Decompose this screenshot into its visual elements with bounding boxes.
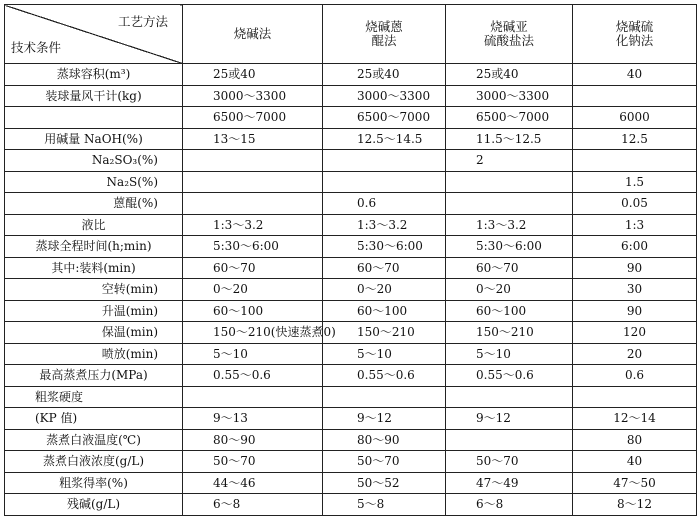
table-cell: 3000～3300 (323, 85, 446, 107)
row-label: 蒸煮白液温度(℃) (5, 429, 183, 451)
row-label: 蒽醌(%) (5, 193, 183, 215)
table-cell: 30 (573, 279, 697, 301)
table-cell: 90 (573, 257, 697, 279)
row-label: 残碱(g/L) (5, 494, 183, 516)
table-cell (183, 386, 323, 408)
table-cell: 40 (573, 64, 697, 86)
process-conditions-table-container (4, 4, 696, 516)
process-conditions-table (4, 4, 697, 516)
table-cell (323, 150, 446, 172)
table-cell: 6000 (573, 107, 697, 129)
table-cell (183, 150, 323, 172)
table-row (5, 257, 697, 279)
row-label: (KP 值) (5, 408, 183, 430)
header-line: 烧碱硫 (615, 19, 654, 34)
row-label: 粗浆硬度 (5, 386, 183, 408)
row-label: 喷放(min) (5, 343, 183, 365)
table-cell: 6:00 (573, 236, 697, 258)
table-cell (446, 193, 573, 215)
table-cell: 5～10 (446, 343, 573, 365)
table-cell: 47～49 (446, 472, 573, 494)
table-cell: 60～70 (323, 257, 446, 279)
row-label: 蒸球全程时间(h;min) (5, 236, 183, 258)
table-row (5, 408, 697, 430)
table-cell (446, 171, 573, 193)
header-caustic-soda-anthraquinone-method (323, 5, 446, 64)
table-row (5, 451, 697, 473)
table-cell: 12.5～14.5 (323, 128, 446, 150)
table-cell: 9～12 (446, 408, 573, 430)
table-cell: 5:30～6:00 (446, 236, 573, 258)
table-cell: 80～90 (183, 429, 323, 451)
header-row (5, 5, 697, 64)
table-cell: 0～20 (183, 279, 323, 301)
table-cell: 25或40 (446, 64, 573, 86)
row-label: Na₂SO₃(%) (5, 150, 183, 172)
table-row (5, 365, 697, 387)
table-cell: 12～14 (573, 408, 697, 430)
table-cell: 60～70 (183, 257, 323, 279)
table-cell: 2 (446, 150, 573, 172)
table-cell: 60～100 (183, 300, 323, 322)
table-cell: 1.5 (573, 171, 697, 193)
table-cell: 80～90 (323, 429, 446, 451)
table-cell (446, 386, 573, 408)
table-cell: 6500～7000 (446, 107, 573, 129)
table-row (5, 343, 697, 365)
table-row (5, 85, 697, 107)
table-cell: 150～210(快速蒸煮0) (183, 322, 323, 344)
table-row (5, 107, 697, 129)
corner-header-cell (5, 5, 183, 64)
table-cell: 90 (573, 300, 697, 322)
table-cell: 0.6 (573, 365, 697, 387)
table-cell: 0.55～0.6 (183, 365, 323, 387)
table-cell: 8～12 (573, 494, 697, 516)
table-cell: 40 (573, 451, 697, 473)
table-cell: 3000～3300 (183, 85, 323, 107)
header-line: 烧碱亚 (490, 19, 528, 34)
row-label: Na₂S(%) (5, 171, 183, 193)
table-cell: 120 (573, 322, 697, 344)
table-body (5, 64, 697, 516)
table-row (5, 279, 697, 301)
table-cell (446, 429, 573, 451)
header-line: 烧碱蒽 (365, 19, 403, 34)
table-cell: 50～70 (446, 451, 573, 473)
table-cell: 5:30～6:00 (323, 236, 446, 258)
table-cell: 44～46 (183, 472, 323, 494)
row-label: 其中:装料(min) (5, 257, 183, 279)
row-label: 蒸煮白液浓度(g/L) (5, 451, 183, 473)
table-cell: 60～100 (323, 300, 446, 322)
table-row (5, 128, 697, 150)
table-cell: 1:3～3.2 (323, 214, 446, 236)
header-caustic-soda-sodium-sulfide-method (573, 5, 697, 64)
table-cell: 5:30～6:00 (183, 236, 323, 258)
table-cell: 1:3～3.2 (446, 214, 573, 236)
header-line: 化钠法 (615, 33, 654, 48)
table-cell: 50～70 (323, 451, 446, 473)
table-cell (573, 85, 697, 107)
row-label: 升温(min) (5, 300, 183, 322)
table-cell (573, 386, 697, 408)
table-cell (573, 150, 697, 172)
header-caustic-soda-sulfite-method (446, 5, 573, 64)
header-line: 醌法 (371, 33, 397, 48)
table-row (5, 64, 697, 86)
table-row (5, 214, 697, 236)
table-cell: 6500～7000 (323, 107, 446, 129)
row-label (5, 107, 183, 129)
table-cell: 9～13 (183, 408, 323, 430)
row-label: 粗浆得率(%) (5, 472, 183, 494)
header-line: 硫酸盐法 (483, 33, 534, 48)
row-label: 最高蒸煮压力(MPa) (5, 365, 183, 387)
table-cell: 0.55～0.6 (446, 365, 573, 387)
table-row (5, 300, 697, 322)
table-cell: 5～10 (323, 343, 446, 365)
table-cell: 60～100 (446, 300, 573, 322)
table-row (5, 193, 697, 215)
table-cell (323, 386, 446, 408)
table-cell: 0.05 (573, 193, 697, 215)
table-row (5, 171, 697, 193)
table-cell: 5～10 (183, 343, 323, 365)
table-row (5, 322, 697, 344)
table-cell: 20 (573, 343, 697, 365)
table-cell (183, 171, 323, 193)
table-cell: 0.55～0.6 (323, 365, 446, 387)
row-label: 液比 (5, 214, 183, 236)
table-cell: 12.5 (573, 128, 697, 150)
table-cell: 25或40 (183, 64, 323, 86)
table-cell: 25或40 (323, 64, 446, 86)
table-cell: 6500～7000 (183, 107, 323, 129)
header-line: 烧碱法 (233, 26, 272, 41)
row-label: 装球量风干计(kg) (5, 85, 183, 107)
table-cell: 6～8 (183, 494, 323, 516)
table-cell: 0～20 (446, 279, 573, 301)
table-cell: 150～210 (323, 322, 446, 344)
table-cell: 60～70 (446, 257, 573, 279)
table-cell: 13～15 (183, 128, 323, 150)
table-row (5, 150, 697, 172)
row-label: 保温(min) (5, 322, 183, 344)
table-cell: 3000～3300 (446, 85, 573, 107)
table-row (5, 429, 697, 451)
table-cell: 6～8 (446, 494, 573, 516)
table-row (5, 386, 697, 408)
table-row (5, 236, 697, 258)
table-cell: 80 (573, 429, 697, 451)
table-cell: 0～20 (323, 279, 446, 301)
table-cell (183, 193, 323, 215)
table-row (5, 472, 697, 494)
row-label: 用碱量 NaOH(%) (5, 128, 183, 150)
row-label: 空转(min) (5, 279, 183, 301)
table-cell: 1:3～3.2 (183, 214, 323, 236)
table-cell: 50～70 (183, 451, 323, 473)
row-label: 蒸球容积(m³) (5, 64, 183, 86)
corner-technical-conditions-label: 技术条件 (11, 40, 62, 55)
table-cell: 5～8 (323, 494, 446, 516)
corner-process-method-label: 工艺方法 (117, 14, 168, 29)
table-cell: 11.5～12.5 (446, 128, 573, 150)
table-row (5, 494, 697, 516)
header-caustic-soda-method (183, 5, 323, 64)
table-cell: 0.6 (323, 193, 446, 215)
table-cell (323, 171, 446, 193)
table-cell: 150～210 (446, 322, 573, 344)
table-cell: 50～52 (323, 472, 446, 494)
table-cell: 47～50 (573, 472, 697, 494)
table-cell: 1:3 (573, 214, 697, 236)
table-cell: 9～12 (323, 408, 446, 430)
